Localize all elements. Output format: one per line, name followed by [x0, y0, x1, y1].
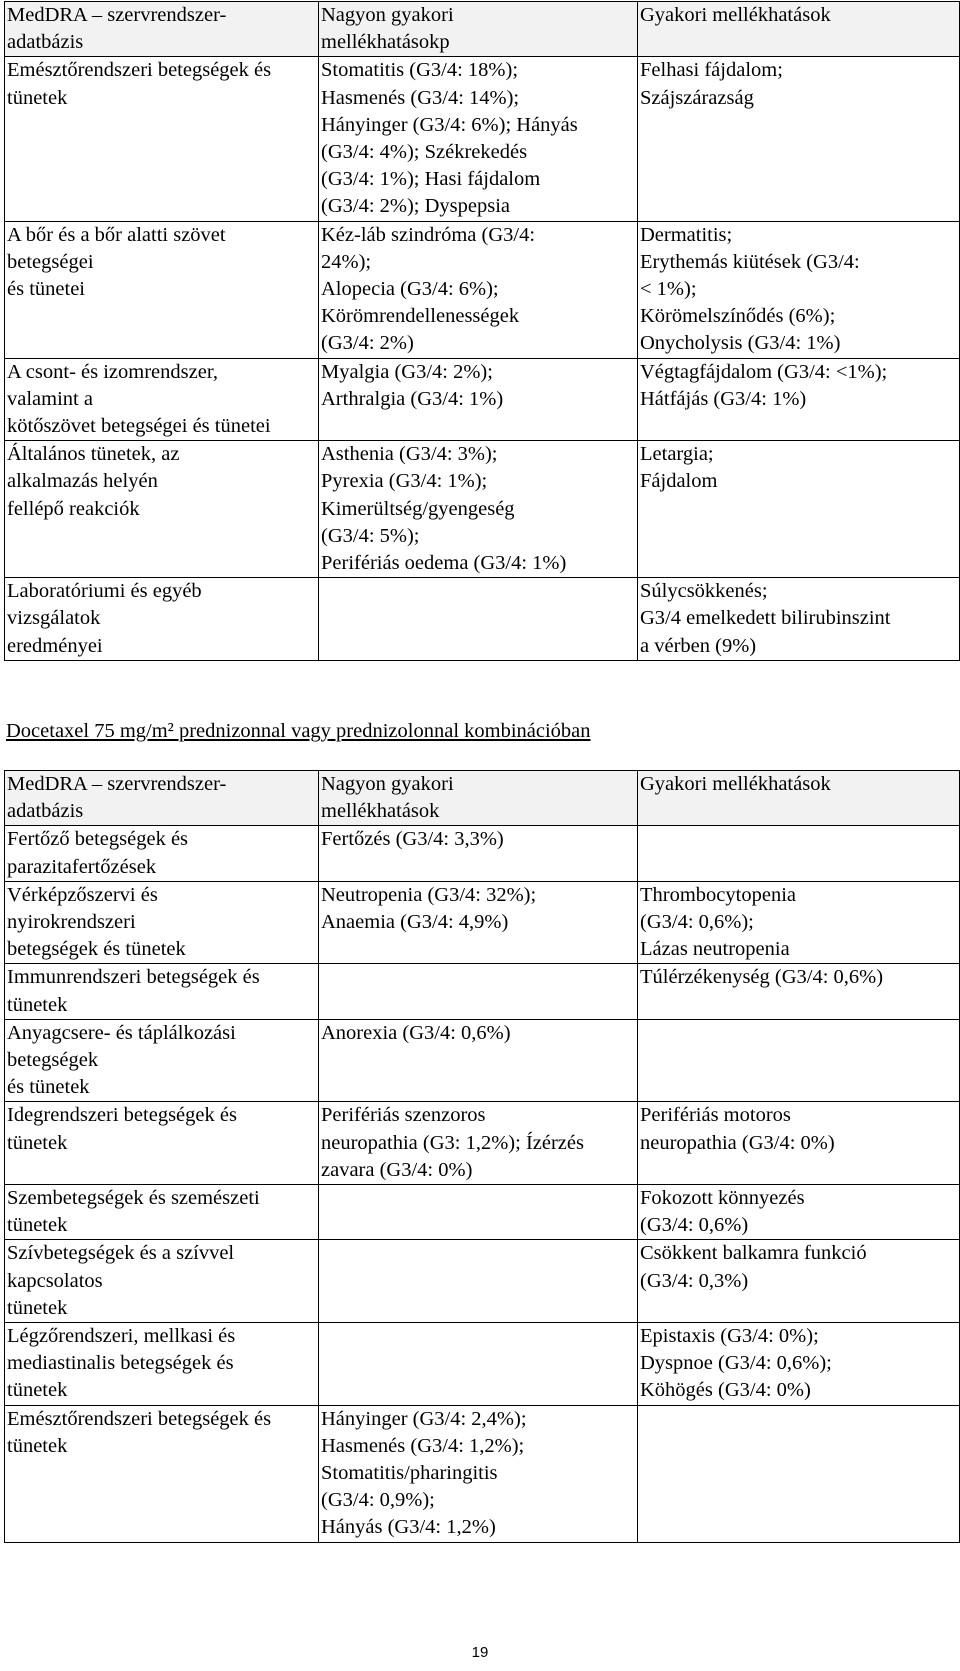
table-row — [5, 1019, 960, 1102]
very-common-cell — [319, 881, 638, 964]
cell-line: Kéz-láb szindróma (G3/4: — [321, 223, 536, 246]
cell-line: betegségei — [7, 250, 94, 273]
header-common — [638, 771, 960, 826]
very-common-cell — [319, 826, 638, 881]
cell-line: kapcsolatos — [7, 1269, 103, 1292]
cell-line: Körömelszínődés (6%); — [640, 305, 836, 328]
table-body — [5, 826, 960, 1542]
cell-line: Szembetegségek és szemészeti — [7, 1187, 260, 1210]
very-common-cell — [319, 221, 638, 358]
common-cell — [638, 57, 960, 221]
cell-line: Emésztőrendszeri betegségek és — [7, 59, 272, 82]
cell-line: Csökkent balkamra funkció — [640, 1242, 867, 1265]
cell-line: betegségek és tünetek — [7, 938, 186, 961]
common-cell — [638, 1102, 960, 1185]
cell-line: Köhögés (G3/4: 0%) — [640, 1379, 811, 1402]
common-cell — [638, 1185, 960, 1240]
table-row — [5, 1240, 960, 1323]
organ-class-cell — [5, 1185, 319, 1240]
table-row — [5, 964, 960, 1019]
common-cell — [638, 1323, 960, 1406]
cell-line: Felhasi fájdalom; — [640, 59, 783, 82]
cell-line: Emésztőrendszeri betegségek és — [7, 1407, 272, 1430]
cell-line: eredményei — [7, 634, 103, 657]
organ-class-cell — [5, 881, 319, 964]
cell-line: kötőszövet betegségei és tünetei — [7, 415, 271, 438]
cell-line: tünetek — [7, 1379, 68, 1402]
cell-line: Letargia; — [640, 443, 714, 466]
table-row — [5, 57, 960, 221]
cell-line: Általános tünetek, az — [7, 443, 180, 466]
cell-line: Hasmenés (G3/4: 14%); — [321, 86, 520, 109]
cell-line: Légzőrendszeri, mellkasi és — [7, 1325, 236, 1348]
cell-line: Anorexia (G3/4: 0,6%) — [321, 1021, 511, 1044]
cell-line: Lázas neutropenia — [640, 938, 790, 961]
cell-line: Perifériás motoros — [640, 1104, 791, 1127]
very-common-cell — [319, 1240, 638, 1323]
cell-line: Neutropenia (G3/4: 32%); — [321, 883, 537, 906]
common-cell — [638, 964, 960, 1019]
cell-line: < 1%); — [640, 278, 697, 301]
cell-line: parazitafertőzések — [7, 855, 157, 878]
cell-line: valamint a — [7, 387, 93, 410]
cell-line: (G3/4: 1%); Hasi fájdalom — [321, 168, 541, 191]
cell-line: Gyakori mellékhatások — [640, 4, 831, 26]
cell-line: Körömrendellenességek — [321, 305, 520, 328]
cell-line: (G3/4: 2%) — [321, 332, 414, 355]
cell-line: mellékhatásokp — [321, 31, 450, 54]
cell-line: Fájdalom — [640, 470, 718, 493]
common-cell — [638, 881, 960, 964]
table-row — [5, 1102, 960, 1185]
very-common-cell — [319, 1185, 638, 1240]
cell-line: neuropathia (G3/4: 0%) — [640, 1131, 835, 1154]
cell-line: tünetek — [7, 993, 68, 1016]
cell-line: Nagyon gyakori — [321, 773, 454, 795]
organ-class-cell — [5, 964, 319, 1019]
cell-line: Myalgia (G3/4: 2%); — [321, 360, 493, 383]
organ-class-cell — [5, 1102, 319, 1185]
cell-line: tünetek — [7, 86, 68, 109]
cell-line: Immunrendszeri betegségek és — [7, 966, 260, 989]
cell-line: MedDRA – szervrendszer- — [7, 4, 227, 26]
cell-line: 24%); — [321, 250, 372, 273]
cell-line: Hányinger (G3/4: 6%); Hányás — [321, 113, 578, 136]
very-common-cell — [319, 358, 638, 441]
cell-line: adatbázis — [7, 800, 84, 823]
cell-line: betegségek — [7, 1049, 99, 1072]
cell-line: tünetek — [7, 1214, 68, 1237]
cell-line: és tünetek — [7, 1076, 90, 1099]
cell-line: Pyrexia (G3/4: 1%); — [321, 470, 488, 493]
cell-line: Szájszárazság — [640, 86, 754, 109]
very-common-cell — [319, 57, 638, 221]
organ-class-cell — [5, 1019, 319, 1102]
cell-line: Szívbetegségek és a szívvel — [7, 1242, 235, 1265]
cell-line: Dermatitis; — [640, 223, 733, 246]
cell-line: Végtagfájdalom (G3/4: <1%); — [640, 360, 888, 383]
cell-line: Perifériás szenzoros — [321, 1104, 486, 1127]
cell-line: Stomatitis/pharingitis — [321, 1462, 498, 1485]
cell-line: A csont- és izomrendszer, — [7, 360, 218, 383]
cell-line: Erythemás kiütések (G3/4: — [640, 250, 860, 273]
table-header-row — [5, 771, 960, 826]
cell-line: Arthralgia (G3/4: 1%) — [321, 387, 504, 410]
cell-line: Perifériás oedema (G3/4: 1%) — [321, 552, 567, 575]
cell-line: Fokozott könnyezés — [640, 1187, 805, 1210]
cell-line: Hátfájás (G3/4: 1%) — [640, 387, 807, 410]
cell-line: vizsgálatok — [7, 607, 101, 630]
common-cell — [638, 578, 960, 661]
table-row — [5, 881, 960, 964]
cell-line: nyirokrendszeri — [7, 911, 136, 934]
cell-line: Onycholysis (G3/4: 1%) — [640, 332, 841, 355]
cell-line: Alopecia (G3/4: 6%); — [321, 278, 499, 301]
very-common-cell — [319, 1102, 638, 1185]
cell-line: Kimerültség/gyengeség — [321, 497, 515, 520]
cell-line: Fertőző betegségek és — [7, 828, 189, 851]
cell-line: fellépő reakciók — [7, 497, 140, 520]
cell-line: (G3/4: 0,6%); — [640, 911, 754, 934]
table-row — [5, 221, 960, 358]
cell-line: Epistaxis (G3/4: 0%); — [640, 1325, 819, 1348]
adverse-reactions-table-2 — [4, 770, 960, 1543]
organ-class-cell — [5, 1405, 319, 1542]
very-common-cell — [319, 578, 638, 661]
cell-line: G3/4 emelkedett bilirubinszint — [640, 607, 891, 630]
cell-line: tünetek — [7, 1131, 68, 1154]
cell-line: Anyagcsere- és táplálkozási — [7, 1021, 236, 1044]
cell-line: Stomatitis (G3/4: 18%); — [321, 59, 519, 82]
table-header-row — [5, 2, 960, 57]
cell-line: tünetek — [7, 1296, 68, 1319]
cell-line: Hányás (G3/4: 1,2%) — [321, 1516, 496, 1539]
cell-line: (G3/4: 5%); — [321, 524, 420, 547]
header-very-common — [319, 771, 638, 826]
cell-line: és tünetei — [7, 278, 85, 301]
cell-line: Asthenia (G3/4: 3%); — [321, 443, 498, 466]
common-cell — [638, 1019, 960, 1102]
organ-class-cell — [5, 358, 319, 441]
cell-line: Túlérzékenység (G3/4: 0,6%) — [640, 966, 884, 989]
header-organ-class — [5, 2, 319, 57]
table-row — [5, 1323, 960, 1406]
cell-line: Súlycsökkenés; — [640, 580, 768, 603]
very-common-cell — [319, 1323, 638, 1406]
common-cell — [638, 441, 960, 578]
organ-class-cell — [5, 1240, 319, 1323]
cell-line: Thrombocytopenia — [640, 883, 796, 906]
cell-line: adatbázis — [7, 31, 84, 54]
cell-line: tünetek — [7, 1434, 68, 1457]
cell-line: Hányinger (G3/4: 2,4%); — [321, 1407, 527, 1430]
table-row — [5, 358, 960, 441]
table-row — [5, 1185, 960, 1240]
page-number: 19 — [471, 1644, 489, 1661]
cell-line: Idegrendszeri betegségek és — [7, 1104, 237, 1127]
common-cell — [638, 358, 960, 441]
cell-line: Dyspnoe (G3/4: 0,6%); — [640, 1352, 832, 1375]
very-common-cell — [319, 964, 638, 1019]
table-body — [5, 57, 960, 660]
very-common-cell — [319, 1019, 638, 1102]
cell-line: a vérben (9%) — [640, 634, 757, 657]
cell-line: A bőr és a bőr alatti szövet — [7, 223, 226, 246]
header-very-common — [319, 2, 638, 57]
common-cell — [638, 826, 960, 881]
cell-line: mediastinalis betegségek és — [7, 1352, 234, 1375]
header-common — [638, 2, 960, 57]
common-cell — [638, 221, 960, 358]
table-row — [5, 578, 960, 661]
cell-line: Hasmenés (G3/4: 1,2%); — [321, 1434, 525, 1457]
cell-line: (G3/4: 0,9%); — [321, 1489, 435, 1512]
organ-class-cell — [5, 1323, 319, 1406]
common-cell — [638, 1405, 960, 1542]
very-common-cell — [319, 1405, 638, 1542]
organ-class-cell — [5, 221, 319, 358]
cell-line: neuropathia (G3: 1,2%); Ízérzés — [321, 1131, 584, 1154]
cell-line: MedDRA – szervrendszer- — [7, 773, 227, 795]
cell-line: Gyakori mellékhatások — [640, 773, 831, 795]
cell-line: Anaemia (G3/4: 4,9%) — [321, 911, 509, 934]
organ-class-cell — [5, 578, 319, 661]
cell-line: Vérképzőszervi és — [7, 883, 158, 906]
table-row — [5, 1405, 960, 1542]
cell-line: (G3/4: 0,6%) — [640, 1214, 749, 1237]
very-common-cell — [319, 441, 638, 578]
cell-line: alkalmazás helyén — [7, 470, 158, 493]
cell-line: Fertőzés (G3/4: 3,3%) — [321, 828, 504, 851]
header-organ-class — [5, 771, 319, 826]
cell-line: Laboratóriumi és egyéb — [7, 580, 202, 603]
adverse-reactions-table-1 — [4, 1, 960, 661]
table-row — [5, 441, 960, 578]
common-cell — [638, 1240, 960, 1323]
cell-line: zavara (G3/4: 0%) — [321, 1158, 473, 1181]
cell-line: mellékhatások — [321, 800, 440, 823]
table-row — [5, 826, 960, 881]
organ-class-cell — [5, 441, 319, 578]
cell-line: (G3/4: 0,3%) — [640, 1269, 749, 1292]
section-caption: Docetaxel 75 mg/m² prednizonnal vagy prednizolonnal kombinációban — [6, 720, 591, 742]
cell-line: Nagyon gyakori — [321, 4, 454, 26]
organ-class-cell — [5, 57, 319, 221]
cell-line: (G3/4: 2%); Dyspepsia — [321, 195, 511, 218]
organ-class-cell — [5, 826, 319, 881]
cell-line: (G3/4: 4%); Székrekedés — [321, 141, 528, 164]
